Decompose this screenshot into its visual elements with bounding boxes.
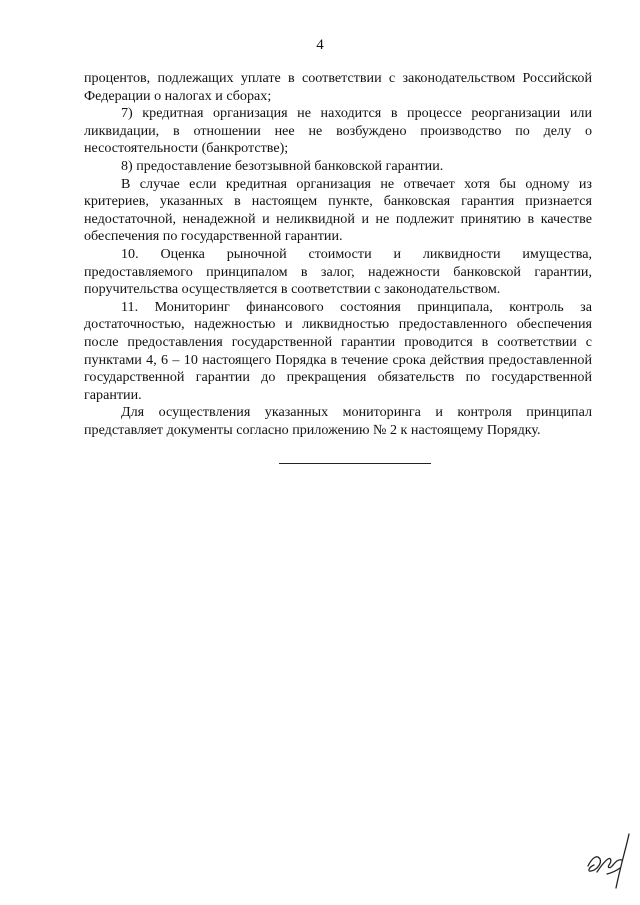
paragraph-item-10: 10. Оценка рыночной стоимости и ликвидности имущества, предоставляемого принципалом в залог, надежности банковской гарантии, поручительства осуществляется в соответствии с законодательством. — [84, 245, 592, 298]
paragraph-continuation: процентов, подлежащих уплате в соответствии с законодательством Российской Федерации о налогах и сборах; — [84, 70, 592, 104]
paragraph-criterion-8: 8) предоставление безотзывной банковской гарантии. — [121, 157, 444, 174]
paragraph-criterion-7: 7) кредитная организация не находится в процессе реорганизации или ликвидации, в отношении нее не возбуждено производство по делу о несостоятельности (банкротстве); — [84, 105, 592, 157]
document-body — [84, 70, 592, 439]
paragraph-non-compliance: В случае если кредитная организация не отвечает хотя бы одному из критериев, указанных в настоящем пункте, банковская гарантия признается недостаточной, ненадежной и неликвидной и не подлежит принятию в качестве обеспечения по государственной гарантии. — [84, 175, 592, 245]
end-of-text-rule — [279, 463, 431, 464]
paragraph-documents: Для осуществления указанных мониторинга и контроля принципал представляет документы согласно приложению № 2 к настоящему Порядку. — [84, 404, 592, 438]
page-number: 4 — [316, 37, 324, 53]
paragraph-item-11: 11. Мониторинг финансового состояния принципала, контроль за достаточностью, надежностью и ликвидностью предоставленного обеспечения после предоставления государственной гарантии проводится в соответствии с пунктами 4, 6 – 10 настоящего Порядка в течение срока действия предоставленной государственной гарантии до прекращения обязательств по государственной гарантии. — [84, 298, 592, 403]
handwritten-initials — [585, 828, 635, 890]
